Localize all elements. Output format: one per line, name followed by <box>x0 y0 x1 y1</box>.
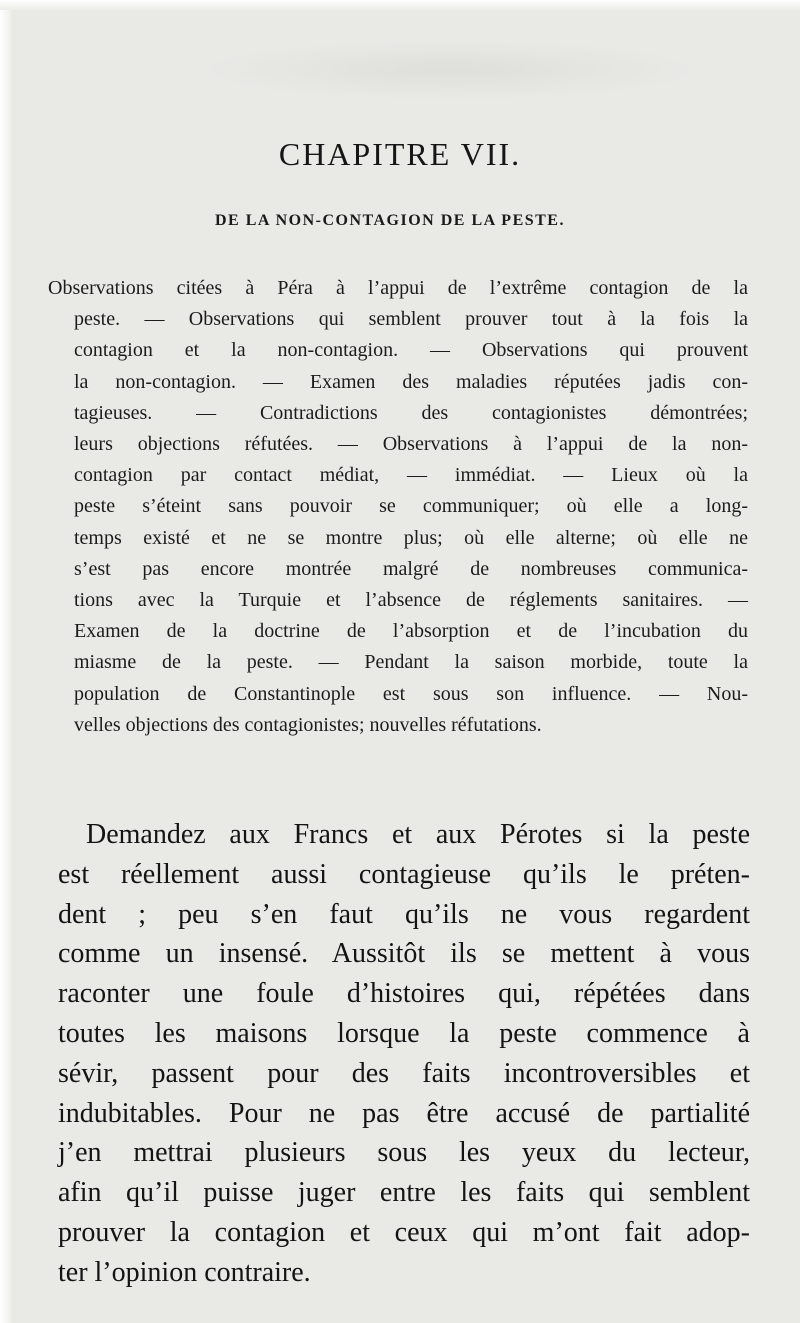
body-line: dent ; peu s’en faut qu’ils ne vous regardent <box>58 898 750 930</box>
page-top-edge <box>0 0 800 10</box>
summary-line: contagion et la non-contagion. — Observations qui prouvent <box>74 339 748 362</box>
summary-line: population de Constantinople est sous son influence. — Nou- <box>74 682 748 705</box>
summary-line: s’est pas encore montrée malgré de nombreuses communica- <box>74 557 748 580</box>
summary-line: Observations citées à Péra à l’appui de l’extrême contagion de la <box>48 277 748 299</box>
body-line: raconter une foule d’histoires qui, répétées dans <box>58 978 750 1010</box>
summary-line: Examen de la doctrine de l’absorption et de l’incubation du <box>74 620 748 643</box>
body-paragraph <box>58 815 750 1293</box>
body-line: j’en mettrai plusieurs sous les yeux du lecteur, <box>58 1137 750 1169</box>
summary-line: tions avec la Turquie et l’absence de réglements sanitaires. — <box>74 589 748 612</box>
summary-line: velles objections des contagionistes; nouvelles réfutations. <box>74 713 542 736</box>
body-line: prouver la contagion et ceux qui m’ont fait adop- <box>58 1216 750 1248</box>
summary-line: la non-contagion. — Examen des maladies réputées jadis con- <box>74 370 748 393</box>
paper-stain <box>200 40 700 100</box>
body-line: afin qu’il puisse juger entre les faits qui semblent <box>58 1177 750 1209</box>
body-line: sévir, passent pour des faits incontroversibles et <box>58 1057 750 1089</box>
body-line: Demandez aux Francs et aux Pérotes si la peste <box>86 819 750 850</box>
summary-line: leurs objections réfutées. — Observations à l’appui de la non- <box>74 433 748 456</box>
summary-line: tagieuses. — Contradictions des contagionistes démontrées; <box>74 401 748 424</box>
summary-line: contagion par contact médiat, — immédiat. — Lieux où la <box>74 464 748 487</box>
page-gutter-shadow <box>0 0 14 1323</box>
body-line: comme un insensé. Aussitôt ils se mettent à vous <box>58 938 750 970</box>
summary-line: miasme de la peste. — Pendant la saison morbide, toute la <box>74 651 748 674</box>
body-line: est réellement aussi contagieuse qu’ils le préten- <box>58 858 750 890</box>
body-line: ter l’opinion contraire. <box>58 1256 311 1288</box>
summary-line: peste. — Observations qui semblent prouver tout à la fois la <box>74 308 748 331</box>
summary-line: peste s’éteint sans pouvoir se communiquer; où elle a long- <box>74 495 748 518</box>
chapter-subtitle: DE LA NON-CONTAGION DE LA PESTE. <box>215 212 565 229</box>
body-line: indubitables. Pour ne pas être accusé de partialité <box>58 1097 750 1129</box>
chapter-summary <box>48 273 748 741</box>
summary-line: temps existé et ne se montre plus; où elle alterne; où elle ne <box>74 526 748 549</box>
body-line: toutes les maisons lorsque la peste commence à <box>58 1017 750 1049</box>
chapter-title: CHAPITRE VII. <box>278 136 522 172</box>
